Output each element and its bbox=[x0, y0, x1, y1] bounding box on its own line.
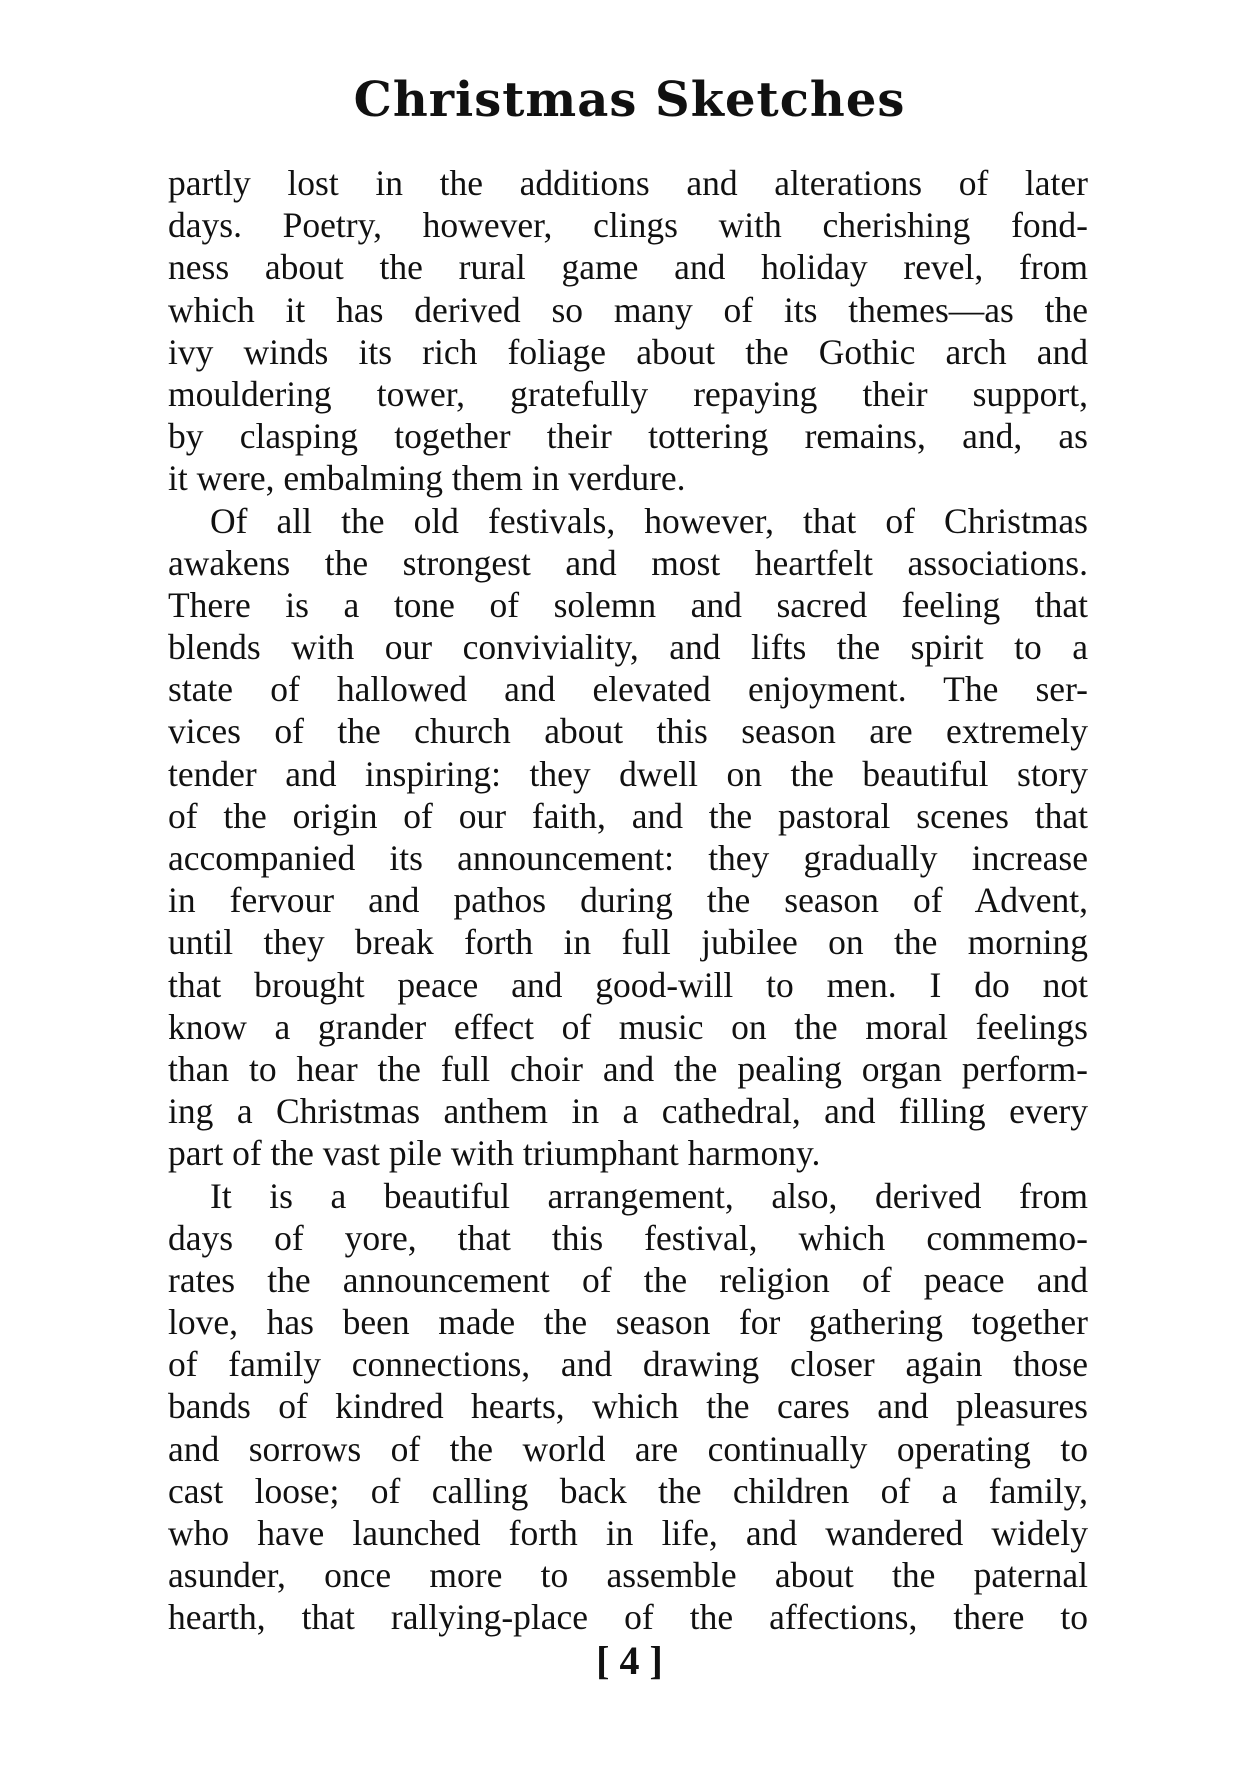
text-line: in fervour and pathos during the season of Advent, bbox=[168, 880, 1088, 921]
text-line: know a grander effect of music on the moral feelings bbox=[168, 1006, 1088, 1047]
paragraph bbox=[168, 500, 1088, 1175]
text-line: ing a Christmas anthem in a cathedral, and filling every bbox=[168, 1091, 1088, 1132]
body-text bbox=[168, 162, 1088, 1639]
text-line: days of yore, that this festival, which commemo- bbox=[168, 1217, 1088, 1258]
text-line: and sorrows of the world are continually operating to bbox=[168, 1428, 1088, 1469]
text-line: Of all the old festivals, however, that of Christmas bbox=[210, 500, 1088, 541]
running-head: Christmas Sketches bbox=[353, 72, 906, 128]
text-line: accompanied its announcement: they gradually increase bbox=[168, 838, 1088, 878]
text-line: awakens the strongest and most heartfelt associations. bbox=[168, 542, 1088, 583]
text-line: bands of kindred hearts, which the cares and pleasures bbox=[168, 1386, 1088, 1427]
text-line: rates the announcement of the religion of peace and bbox=[168, 1259, 1088, 1300]
page-number: [ 4 ] bbox=[596, 1638, 663, 1683]
text-line: love, has been made the season for gathering together bbox=[168, 1302, 1088, 1343]
text-line: vices of the church about this season are extremely bbox=[168, 711, 1088, 752]
text-line: by clasping together their tottering remains, and, as bbox=[168, 416, 1088, 457]
paragraph bbox=[168, 1175, 1088, 1639]
text-line: who have launched forth in life, and wandered widely bbox=[168, 1513, 1088, 1553]
text-line: which it has derived so many of its themes—as the bbox=[168, 289, 1088, 330]
text-line: cast loose; of calling back the children of a family, bbox=[168, 1470, 1088, 1511]
text-line: it were, embalming them in verdure. bbox=[168, 458, 686, 499]
text-line: ivy winds its rich foliage about the Gothic arch and bbox=[168, 331, 1088, 372]
text-line: than to hear the full choir and the pealing organ perform- bbox=[168, 1048, 1088, 1089]
text-line: state of hallowed and elevated enjoyment. The ser- bbox=[168, 669, 1088, 710]
text-line: ness about the rural game and holiday revel, from bbox=[168, 247, 1088, 288]
text-line: It is a beautiful arrangement, also, derived from bbox=[210, 1175, 1088, 1216]
text-line: until they break forth in full jubilee on the morning bbox=[168, 922, 1088, 963]
text-line: days. Poetry, however, clings with cherishing fond- bbox=[168, 205, 1088, 246]
text-line: that brought peace and good-will to men. I do not bbox=[168, 964, 1088, 1005]
text-line: asunder, once more to assemble about the paternal bbox=[168, 1555, 1088, 1596]
text-line: of the origin of our faith, and the pastoral scenes that bbox=[168, 795, 1088, 836]
text-line: There is a tone of solemn and sacred feeling that bbox=[168, 584, 1088, 625]
text-line: part of the vast pile with triumphant harmony. bbox=[168, 1133, 821, 1174]
text-line: mouldering tower, gratefully repaying their support, bbox=[168, 373, 1088, 414]
text-line: of family connections, and drawing closer again those bbox=[168, 1344, 1088, 1385]
text-line: blends with our conviviality, and lifts the spirit to a bbox=[168, 627, 1088, 668]
text-line: partly lost in the additions and alterations of later bbox=[168, 163, 1088, 203]
text-line: hearth, that rallying-place of the affections, there to bbox=[168, 1597, 1088, 1638]
text-line: tender and inspiring: they dwell on the beautiful story bbox=[168, 753, 1088, 794]
paragraph bbox=[168, 162, 1088, 500]
